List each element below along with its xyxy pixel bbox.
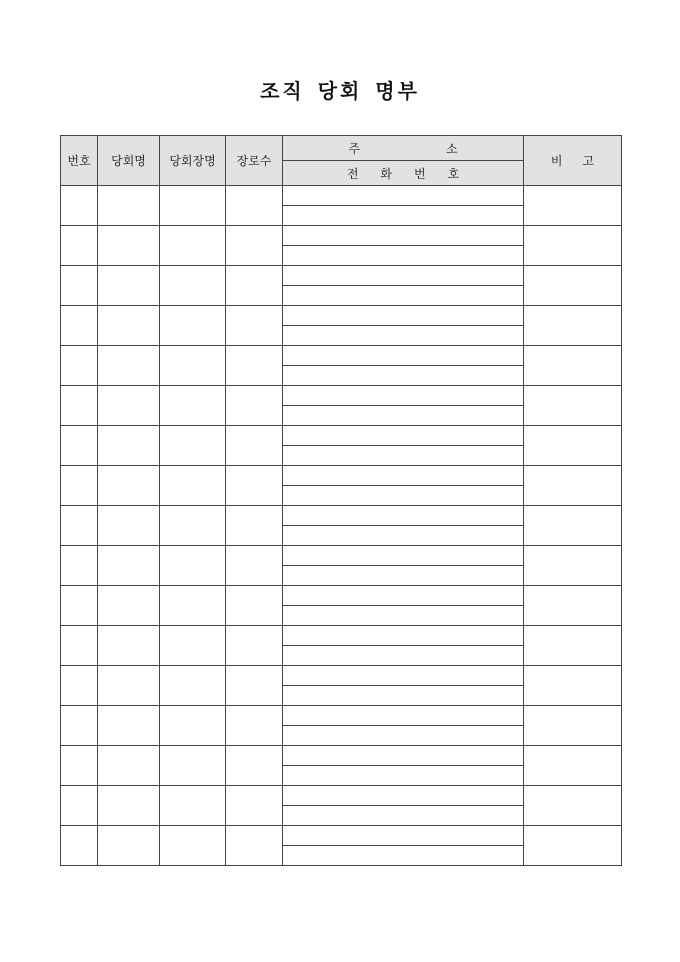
cell-remarks [524, 386, 622, 426]
cell-session-chair [160, 226, 226, 266]
header-address-char-2: 소 [446, 141, 458, 156]
cell-elder-count [226, 666, 283, 706]
cell-address [283, 666, 524, 686]
cell-session-chair [160, 786, 226, 826]
cell-number [61, 746, 98, 786]
header-phone-char-3: 번 [414, 166, 426, 181]
cell-number [61, 426, 98, 466]
table-row [61, 546, 622, 566]
cell-address [283, 386, 524, 406]
header-phone-char-2: 화 [380, 166, 392, 181]
cell-session-chair [160, 346, 226, 386]
cell-number [61, 466, 98, 506]
cell-remarks [524, 346, 622, 386]
cell-address [283, 186, 524, 206]
table-row [61, 266, 622, 286]
cell-session-chair [160, 466, 226, 506]
header-phone-char-1: 전 [346, 166, 359, 181]
cell-elder-count [226, 746, 283, 786]
cell-elder-count [226, 346, 283, 386]
cell-elder-count [226, 826, 283, 866]
cell-session-name [98, 546, 160, 586]
cell-session-name [98, 226, 160, 266]
cell-elder-count [226, 186, 283, 226]
header-remarks-char-2: 고 [582, 154, 595, 168]
header-session-name: 당회명 [98, 136, 160, 186]
cell-elder-count [226, 386, 283, 426]
cell-number [61, 666, 98, 706]
cell-address [283, 266, 524, 286]
cell-elder-count [226, 586, 283, 626]
cell-number [61, 626, 98, 666]
cell-session-name [98, 386, 160, 426]
cell-number [61, 306, 98, 346]
cell-address [283, 626, 524, 646]
cell-number [61, 586, 98, 626]
cell-session-name [98, 186, 160, 226]
table-row [61, 386, 622, 406]
cell-session-chair [160, 826, 226, 866]
table-body [61, 186, 622, 866]
cell-phone [283, 566, 524, 586]
cell-session-chair [160, 506, 226, 546]
table-row [61, 346, 622, 366]
table-row [61, 226, 622, 246]
cell-elder-count [226, 466, 283, 506]
cell-phone [283, 686, 524, 706]
cell-session-chair [160, 546, 226, 586]
table-row [61, 466, 622, 486]
cell-address [283, 306, 524, 326]
header-phone-char-4: 호 [447, 166, 460, 181]
cell-phone [283, 206, 524, 226]
document-title: 조직 당회 명부 [260, 79, 420, 103]
cell-remarks [524, 466, 622, 506]
table-row [61, 666, 622, 686]
cell-address [283, 346, 524, 366]
table-row [61, 426, 622, 446]
cell-remarks [524, 306, 622, 346]
cell-session-name [98, 786, 160, 826]
header-remarks-char-1: 비 [550, 154, 563, 168]
cell-address [283, 706, 524, 726]
cell-remarks [524, 666, 622, 706]
table-row [61, 506, 622, 526]
cell-elder-count [226, 546, 283, 586]
cell-remarks [524, 826, 622, 866]
cell-elder-count [226, 786, 283, 826]
cell-session-name [98, 746, 160, 786]
table-row [61, 626, 622, 646]
cell-elder-count [226, 226, 283, 266]
cell-elder-count [226, 426, 283, 466]
cell-address [283, 586, 524, 606]
cell-address [283, 826, 524, 846]
session-roster-table [60, 135, 622, 866]
cell-session-chair [160, 666, 226, 706]
cell-number [61, 506, 98, 546]
cell-number [61, 226, 98, 266]
header-address-char-1: 주 [348, 141, 360, 156]
cell-remarks [524, 266, 622, 306]
cell-phone [283, 806, 524, 826]
cell-phone [283, 406, 524, 426]
cell-session-chair [160, 426, 226, 466]
cell-phone [283, 606, 524, 626]
cell-number [61, 186, 98, 226]
cell-session-chair [160, 266, 226, 306]
cell-number [61, 546, 98, 586]
cell-phone [283, 246, 524, 266]
cell-elder-count [226, 706, 283, 746]
table-row [61, 186, 622, 206]
cell-session-name [98, 306, 160, 346]
cell-phone [283, 286, 524, 306]
cell-number [61, 826, 98, 866]
table-row [61, 746, 622, 766]
cell-remarks [524, 226, 622, 266]
cell-number [61, 346, 98, 386]
cell-remarks [524, 506, 622, 546]
table-row [61, 306, 622, 326]
table-row [61, 826, 622, 846]
header-address [283, 136, 524, 161]
cell-phone [283, 646, 524, 666]
cell-number [61, 386, 98, 426]
cell-remarks [524, 626, 622, 666]
header-phone [283, 161, 524, 186]
cell-session-name [98, 426, 160, 466]
header-elder-count: 장로수 [226, 136, 283, 186]
cell-phone [283, 446, 524, 466]
cell-address [283, 226, 524, 246]
cell-session-name [98, 346, 160, 386]
cell-phone [283, 486, 524, 506]
cell-session-name [98, 506, 160, 546]
cell-session-name [98, 666, 160, 706]
table-row [61, 706, 622, 726]
cell-session-chair [160, 626, 226, 666]
cell-session-name [98, 626, 160, 666]
cell-session-name [98, 706, 160, 746]
table-header [61, 136, 622, 186]
cell-phone [283, 726, 524, 746]
cell-remarks [524, 546, 622, 586]
cell-remarks [524, 426, 622, 466]
table-row [61, 786, 622, 806]
cell-number [61, 786, 98, 826]
cell-session-name [98, 586, 160, 626]
cell-address [283, 786, 524, 806]
cell-elder-count [226, 306, 283, 346]
cell-remarks [524, 786, 622, 826]
cell-number [61, 266, 98, 306]
cell-session-name [98, 466, 160, 506]
cell-address [283, 546, 524, 566]
cell-remarks [524, 706, 622, 746]
cell-phone [283, 326, 524, 346]
cell-session-chair [160, 706, 226, 746]
cell-session-chair [160, 386, 226, 426]
cell-session-chair [160, 746, 226, 786]
cell-address [283, 466, 524, 486]
cell-session-chair [160, 586, 226, 626]
cell-phone [283, 846, 524, 866]
cell-remarks [524, 586, 622, 626]
cell-phone [283, 526, 524, 546]
cell-elder-count [226, 626, 283, 666]
header-number: 번호 [61, 136, 98, 186]
table-row [61, 586, 622, 606]
cell-remarks [524, 746, 622, 786]
cell-address [283, 426, 524, 446]
cell-session-chair [160, 186, 226, 226]
header-session-chair: 당회장명 [160, 136, 226, 186]
cell-session-name [98, 266, 160, 306]
cell-session-chair [160, 306, 226, 346]
cell-phone [283, 366, 524, 386]
cell-elder-count [226, 506, 283, 546]
cell-phone [283, 766, 524, 786]
cell-elder-count [226, 266, 283, 306]
cell-session-name [98, 826, 160, 866]
cell-address [283, 746, 524, 766]
cell-remarks [524, 186, 622, 226]
cell-number [61, 706, 98, 746]
cell-address [283, 506, 524, 526]
header-remarks [524, 136, 622, 186]
